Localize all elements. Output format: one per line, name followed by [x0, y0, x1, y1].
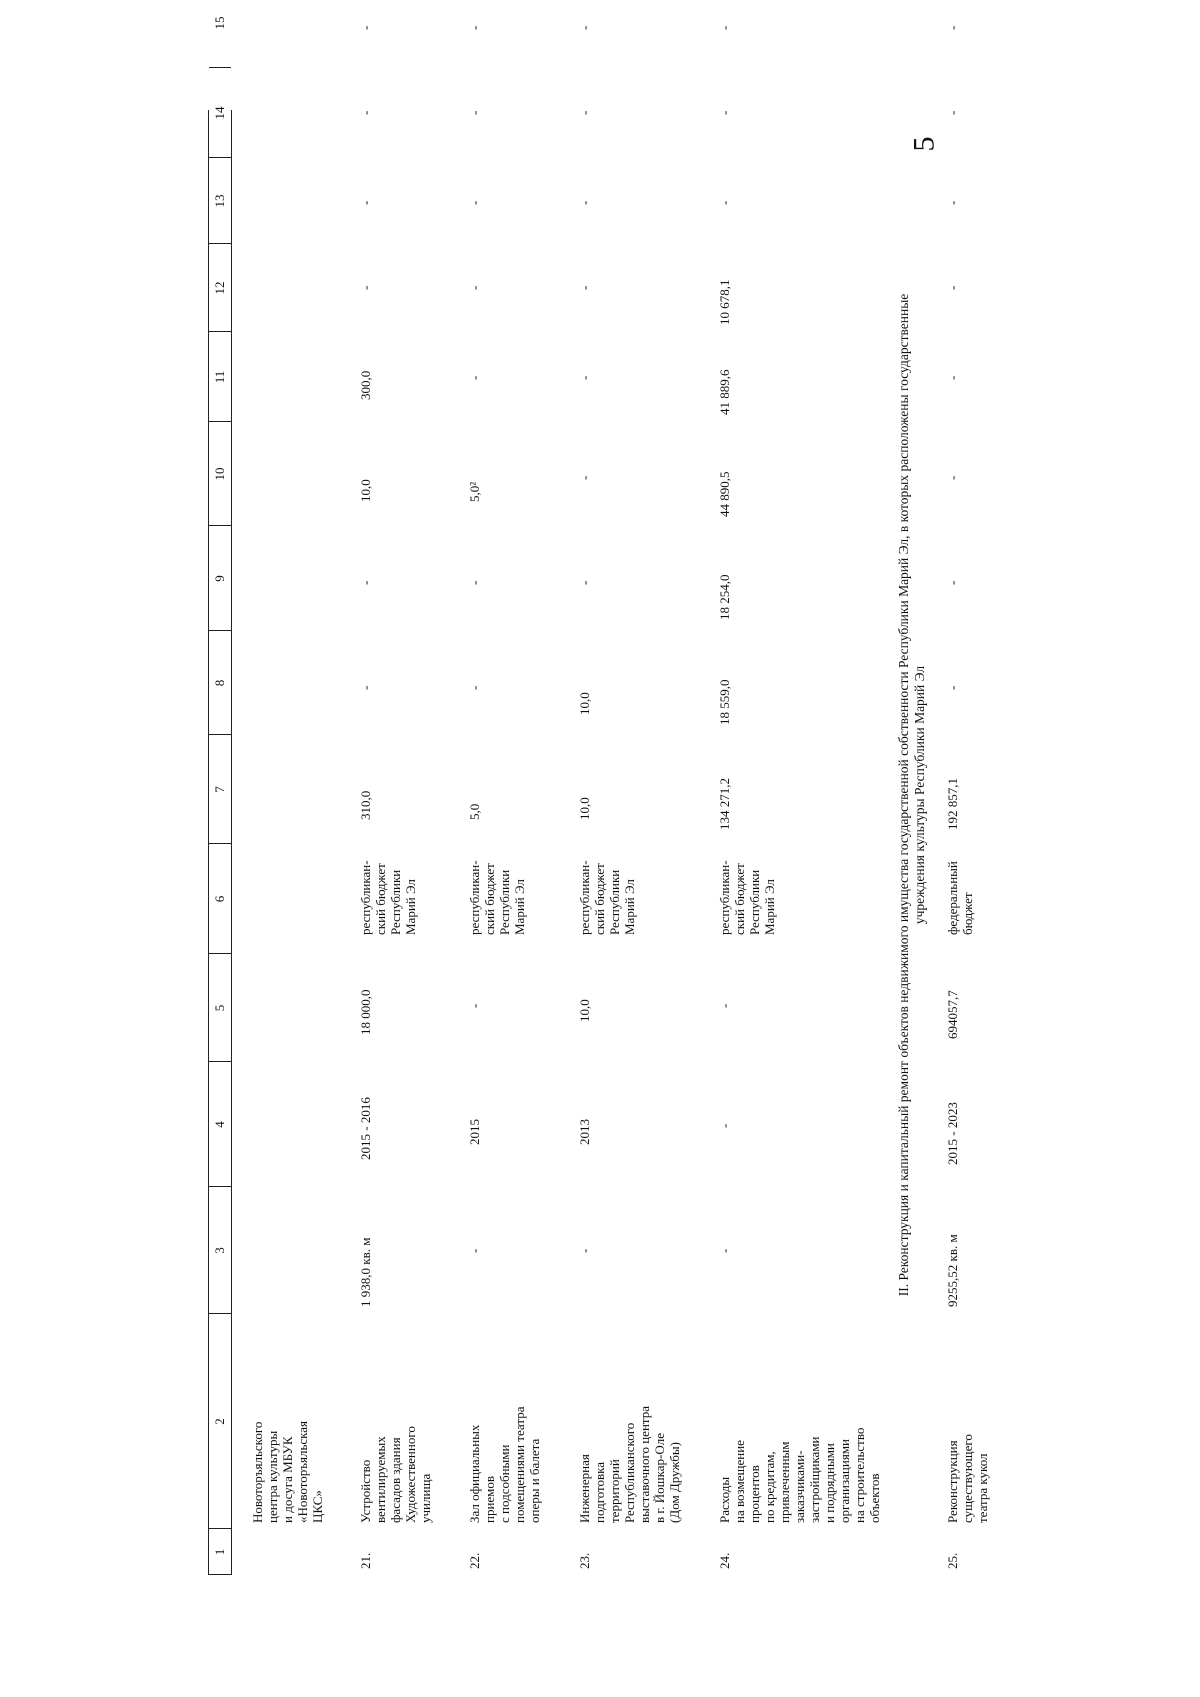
value-col-11: 41 889,6: [717, 369, 732, 415]
cell-line: республикан-: [577, 860, 592, 935]
value-col-13: -: [717, 200, 732, 205]
value-col-12: -: [945, 285, 960, 290]
cell-line: ЦКС»: [310, 1490, 325, 1523]
cell-line: Зал официальных: [467, 1424, 482, 1523]
cell-line: территорий: [607, 1459, 622, 1523]
value-col-13: -: [577, 200, 592, 205]
object-name: [945, 1323, 990, 1523]
col-header-14: 14: [212, 106, 227, 120]
cell-line: Республики: [747, 869, 762, 935]
period: 2015 - 2016: [358, 1097, 373, 1160]
total-value: 310,0: [358, 790, 373, 820]
cell-line: Республики: [607, 869, 622, 935]
col-header-9: 9: [212, 575, 227, 582]
funding-source: [717, 843, 777, 935]
object-name: [467, 1323, 542, 1523]
cell-line: существующего: [960, 1434, 975, 1523]
row-number: 22.: [467, 1552, 482, 1569]
value-col-15: -: [467, 25, 482, 30]
col-header-10: 10: [212, 467, 227, 481]
section-heading-line: II. Реконструкция и капитальный ремонт объектов недвижимого имущества государственной собственности Республики Марий Эл, в которых расположены государственные: [896, 293, 911, 1297]
cell-line: театра кукол: [975, 1453, 990, 1523]
cell-line: Марий Эл: [762, 879, 777, 935]
capacity: -: [717, 1248, 732, 1253]
cell-line: помещениями театра: [512, 1406, 527, 1523]
column-header-row: [208, 16, 232, 1575]
funding-source: [467, 843, 527, 935]
total-value: 134 271,2: [717, 778, 732, 830]
col-header-13: 13: [212, 194, 227, 208]
col-header-15: 15: [212, 16, 227, 30]
row-number: 21.: [358, 1552, 373, 1569]
col-header-7: 7: [212, 786, 227, 793]
cell-line: Марий Эл: [622, 879, 637, 935]
cell-line: Республиканского: [622, 1422, 637, 1523]
period: 2015 - 2023: [945, 1102, 960, 1165]
cell-line: выставочного центра: [637, 1405, 652, 1523]
cell-line: Республики: [388, 869, 403, 935]
cell-line: «Новоторъяльская: [295, 1420, 310, 1523]
value-col-9: -: [358, 580, 373, 585]
col-header-5: 5: [212, 1004, 227, 1012]
cell-line: ский бюджет: [592, 863, 607, 935]
value-col-9: -: [945, 580, 960, 585]
value-col-12: 10 678,1: [717, 279, 732, 325]
value-col-15: -: [577, 25, 592, 30]
page-number: 5: [907, 136, 941, 152]
capacity: -: [467, 1248, 482, 1253]
col-header-12: 12: [212, 281, 227, 295]
cell-line: объектов: [867, 1473, 882, 1523]
cell-line: Реконструкция: [945, 1440, 960, 1523]
value-col-8: 18 559,0: [717, 679, 732, 725]
col-header-8: 8: [212, 679, 227, 687]
section-heading: [896, 95, 928, 1495]
capacity: -: [577, 1248, 592, 1253]
value-col-11: -: [467, 375, 482, 380]
continuation-cell: [250, 1323, 325, 1523]
value-col-9: -: [467, 580, 482, 585]
value-col-14: -: [467, 110, 482, 115]
capacity: 1 938,0 кв. м: [358, 1237, 373, 1307]
value-col-9: 18 254,0: [717, 574, 732, 620]
value-col-11: -: [945, 375, 960, 380]
col-header-1: 1: [212, 1548, 227, 1556]
value-col-14: -: [717, 110, 732, 115]
cell-line: и досуга МБУК: [280, 1436, 295, 1523]
value-col-8: -: [467, 685, 482, 690]
value-col-14: -: [945, 110, 960, 115]
object-name: [358, 1323, 433, 1523]
estimated-cost: -: [717, 1003, 732, 1008]
funding-source: [577, 843, 637, 935]
cell-line: центра культуры: [265, 1430, 280, 1523]
estimated-cost: 18 000,0: [358, 989, 373, 1035]
value-col-15: -: [358, 25, 373, 30]
col-header-6: 6: [212, 895, 227, 903]
cell-line: заказчиками-: [792, 1450, 807, 1523]
value-col-14: -: [577, 110, 592, 115]
cell-line: фасадов здания: [388, 1437, 403, 1523]
value-col-13: -: [945, 200, 960, 205]
cell-line: Марий Эл: [403, 879, 418, 935]
col-header-4: 4: [212, 1121, 227, 1128]
col-header-2: 2: [212, 1418, 227, 1425]
value-col-10: 44 890,5: [717, 471, 732, 517]
cell-line: ский бюджет: [373, 863, 388, 935]
value-col-10: -: [945, 475, 960, 480]
cell-line: Республики: [497, 869, 512, 935]
cell-line: на строительство: [852, 1427, 867, 1523]
cell-line: федеральный: [945, 861, 960, 935]
total-value: 5,0: [467, 803, 482, 820]
estimated-cost: 10,0: [577, 999, 592, 1022]
cell-line: Устройство: [358, 1459, 373, 1523]
value-col-15: -: [945, 25, 960, 30]
cell-line: процентов: [747, 1465, 762, 1523]
total-value: 10,0: [577, 797, 592, 820]
value-col-11: 300,0: [358, 370, 373, 400]
cell-line: Художественного: [403, 1426, 418, 1523]
cell-line: вентилируемых: [373, 1436, 388, 1523]
value-col-10: 5,0²: [467, 481, 482, 502]
period: 2013: [577, 1119, 592, 1145]
value-col-8: 10,0: [577, 692, 592, 715]
value-col-14: -: [358, 110, 373, 115]
estimated-cost: 694057,7: [945, 990, 960, 1039]
value-col-10: -: [577, 475, 592, 480]
funding-source: [945, 843, 975, 935]
cell-line: подготовка: [592, 1461, 607, 1523]
object-name: [717, 1323, 882, 1523]
value-col-8: -: [358, 685, 373, 690]
cell-line: республикан-: [467, 860, 482, 935]
row-number: 23.: [577, 1552, 592, 1569]
cell-line: республикан-: [358, 860, 373, 935]
cell-line: оперы и балета: [527, 1438, 542, 1523]
cell-line: застройщиками: [807, 1436, 822, 1523]
cell-line: приемов: [482, 1475, 497, 1523]
value-col-12: -: [358, 285, 373, 290]
estimated-cost: -: [467, 1003, 482, 1008]
value-col-11: -: [577, 375, 592, 380]
value-col-12: -: [577, 285, 592, 290]
value-col-8: -: [945, 685, 960, 690]
cell-line: ский бюджет: [482, 863, 497, 935]
cell-line: республикан-: [717, 860, 732, 935]
period: 2015: [467, 1119, 482, 1145]
object-name: [577, 1323, 682, 1523]
cell-line: с подсобными: [497, 1444, 512, 1523]
row-number: 24.: [717, 1552, 732, 1569]
period: -: [717, 1123, 732, 1128]
value-col-13: -: [358, 200, 373, 205]
capacity: 9255,52 кв. м: [945, 1234, 960, 1307]
cell-line: по кредитам,: [762, 1451, 777, 1523]
value-col-12: -: [467, 285, 482, 290]
cell-line: в г. Йошкар-Оле: [652, 1432, 667, 1523]
section-heading-line: учреждения культуры Республики Марий Эл: [912, 665, 927, 925]
cell-line: привлеченным: [777, 1441, 792, 1523]
value-col-10: 10,0: [358, 479, 373, 502]
cell-line: училища: [418, 1473, 433, 1523]
cell-line: (Дом Дружбы): [667, 1442, 682, 1523]
funding-source: [358, 843, 418, 935]
cell-line: Расходы: [717, 1476, 732, 1523]
cell-line: бюджет: [960, 892, 975, 935]
value-col-9: -: [577, 580, 592, 585]
total-value: 192 857,1: [945, 778, 960, 830]
col-header-11: 11: [212, 370, 227, 384]
cell-line: организациями: [837, 1439, 852, 1523]
cell-line: и подрядными: [822, 1443, 837, 1523]
row-number: 25.: [945, 1552, 960, 1569]
cell-line: на возмещение: [732, 1440, 747, 1523]
cell-line: Инженерная: [577, 1454, 592, 1523]
value-col-15: -: [717, 25, 732, 30]
cell-line: ский бюджет: [732, 863, 747, 935]
rotated-table: [208, 16, 990, 1575]
cell-line: Марий Эл: [512, 879, 527, 935]
col-header-3: 3: [212, 1247, 227, 1254]
cell-line: Новоторъяльского: [250, 1421, 265, 1523]
value-col-13: -: [467, 200, 482, 205]
